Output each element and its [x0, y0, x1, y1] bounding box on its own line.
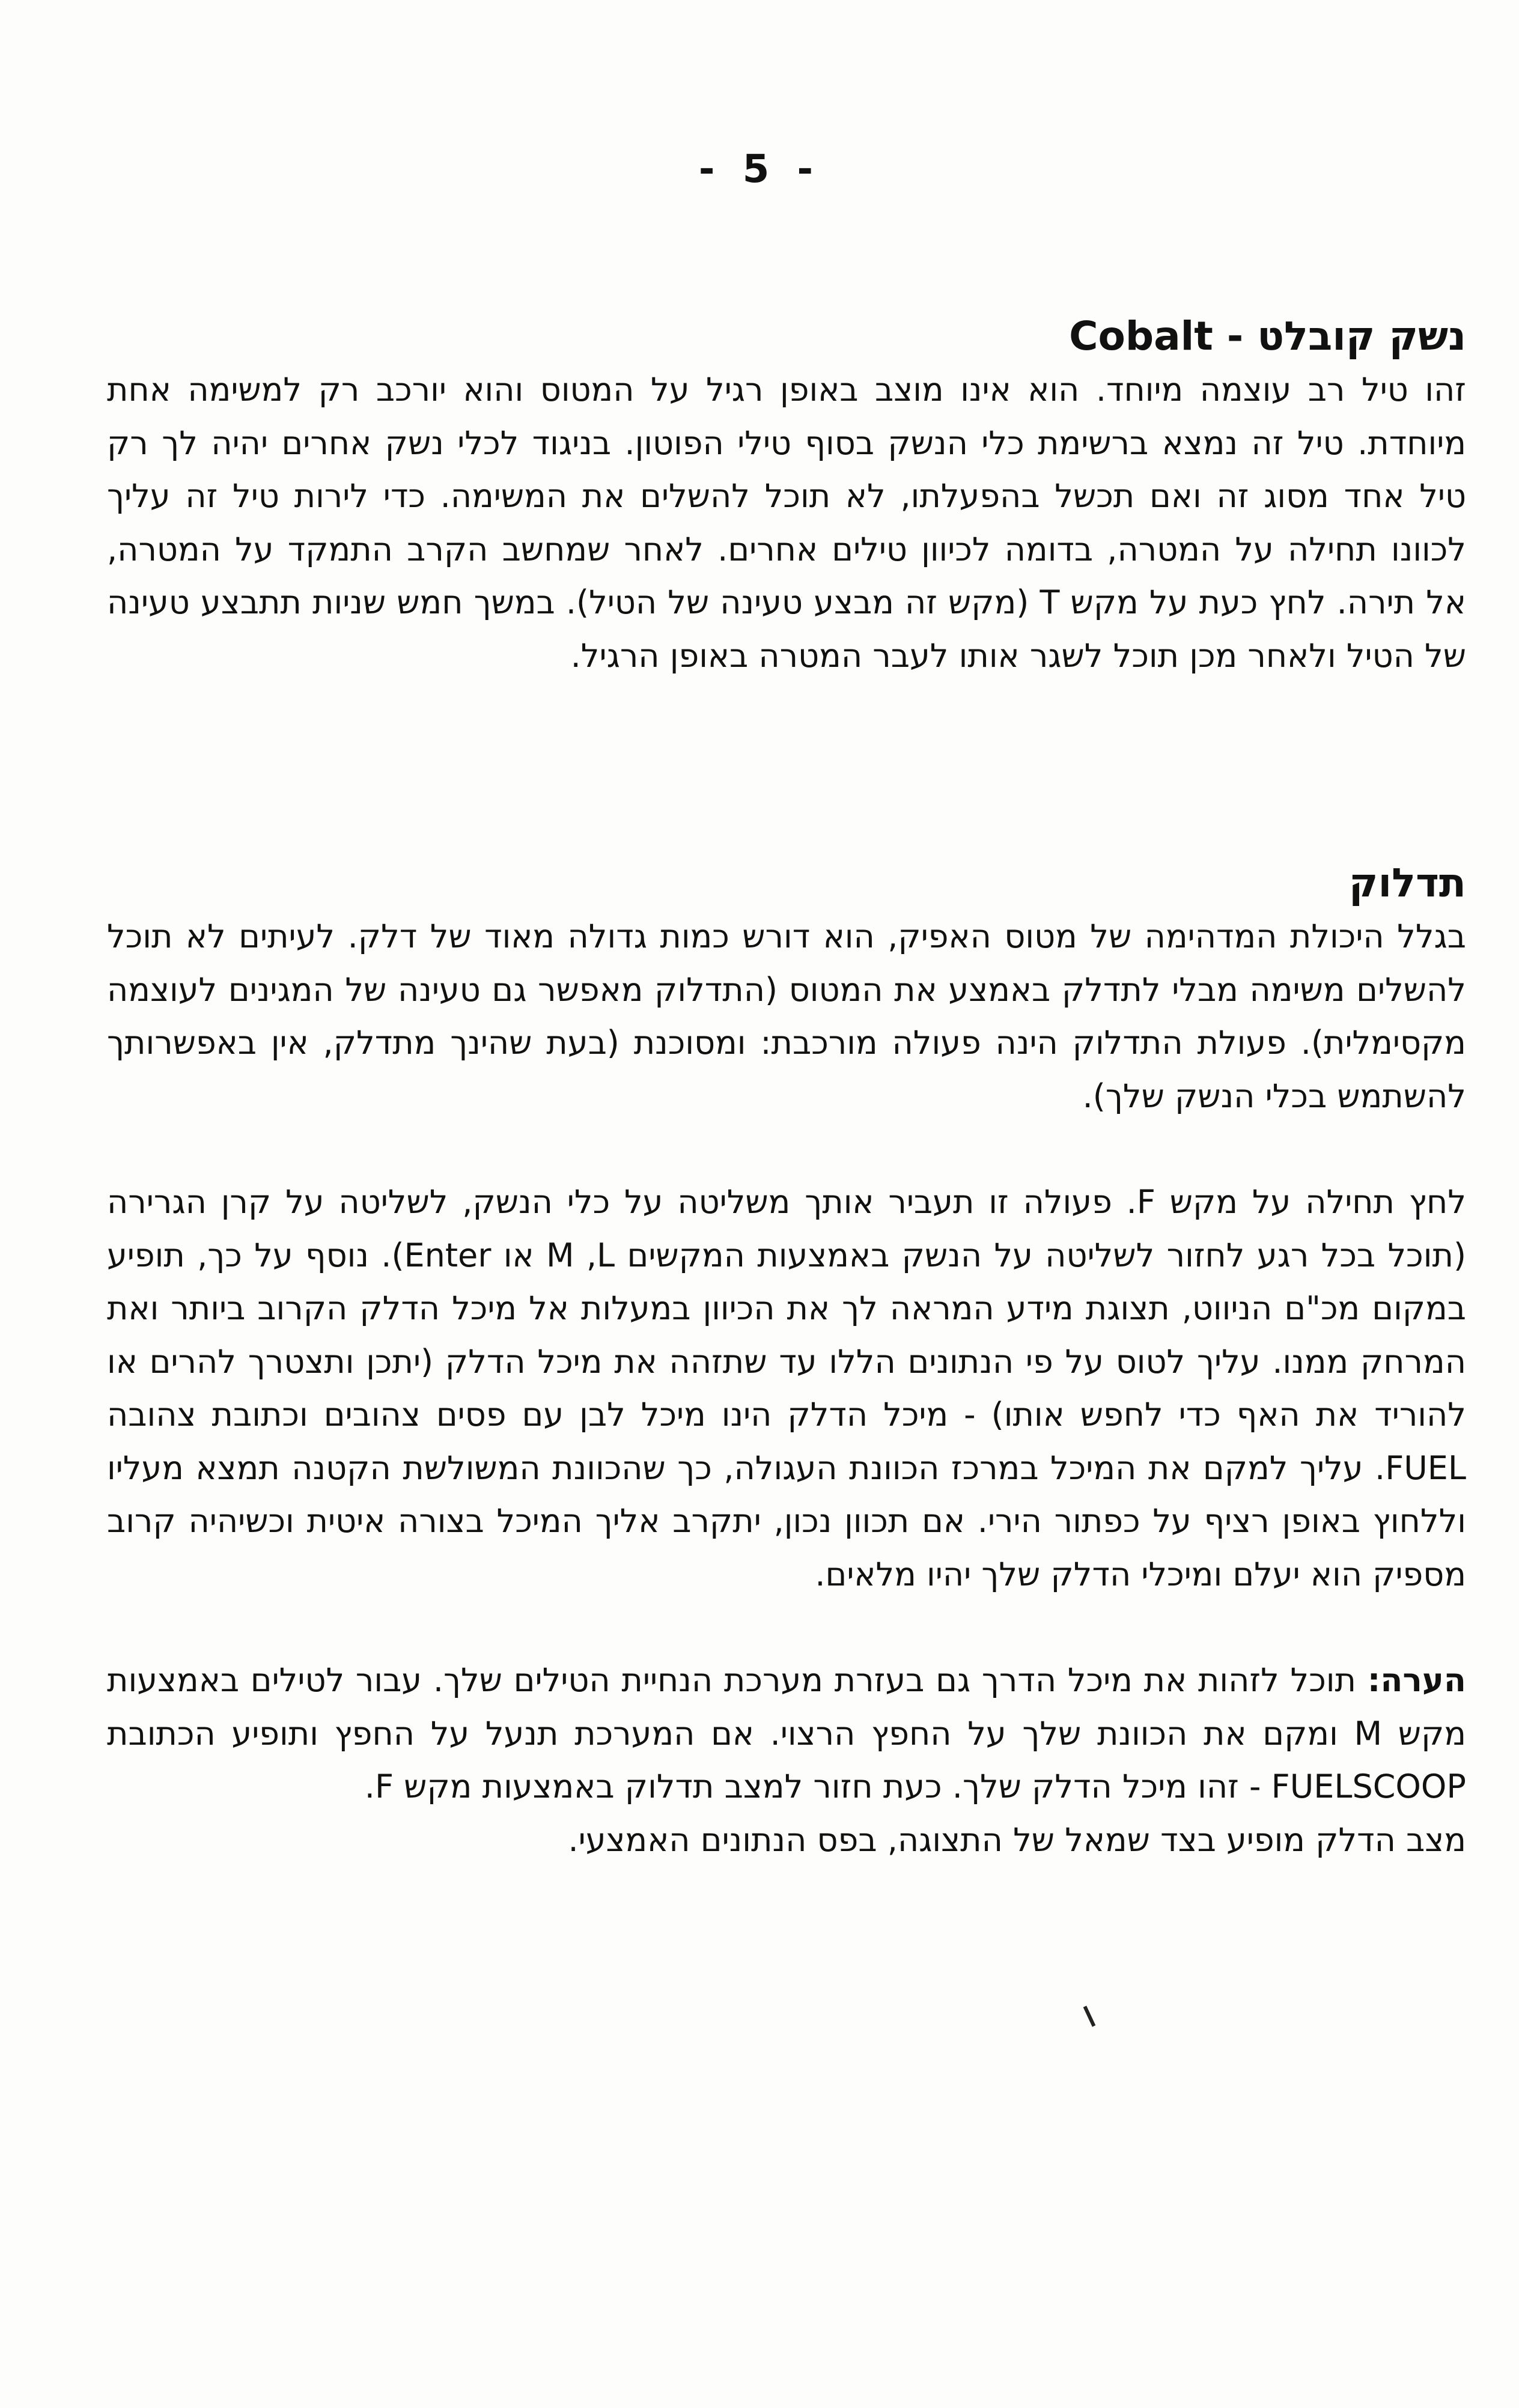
paragraph-spacer	[107, 1123, 1466, 1176]
note-text: תוכל לזהות את מיכל הדרך גם בעזרת מערכת הנחיית הטילים שלך. עבור לטילים באמצעות מקש M ומקם את הכוונת שלך על החפץ הרצוי. אם המערכת תנעל על החפץ ותופיע הכתובת FUELSCOOP - זהו מיכל הדלק שלך. כעת חזור למצב תדלוק באמצעות מקש F.	[107, 1661, 1466, 1805]
section-title-cobalt: נשק קובלט - Cobalt	[1069, 313, 1466, 359]
refuel-paragraph-1: בגלל היכולת המדהימה של מטוס האפיק, הוא דורש כמות גדולה מאוד של דלק. לעיתים לא תוכל להשלים משימה מבלי לתדלק באמצע את המטוס (התדלוק מאפשר גם טעינה של המגינים לעוצמה מקסימלית). פעולת התדלוק הינה פעולה מורכבת: ומסוכנת (בעת שהינך מתדלק, אין באפשרותך להשתמש בכלי הנשק שלך).	[107, 917, 1466, 1115]
refuel-note	[107, 1654, 1466, 1814]
section-cobalt	[107, 309, 1466, 683]
note-label: הערה:	[1367, 1661, 1466, 1699]
page-number: - 5 -	[698, 147, 821, 192]
refuel-last-line: מצב הדלק מופיע בצד שמאל של התצוגה, בפס הנתונים האמצעי.	[568, 1820, 1466, 1859]
cobalt-paragraph: זהו טיל רב עוצמה מיוחד. הוא אינו מוצב באופן רגיל על המטוס והוא יורכב רק למשימה אחת מיוחדת. טיל זה נמצא ברשימת כלי הנשק בסוף טילי הפוטון. בניגוד לכלי נשק אחרים יהיה לך רק טיל אחד מסוג זה ואם תכשל בהפעלתו, לא תוכל להשלים את המשימה. כדי לירות טיל זה עליך לכוונו תחילה על המטרה, בדומה לכיוון טילים אחרים. לאחר שמחשב הקרב התמקד על המטרה, אל תירה. לחץ כעת על מקש T (מקש זה מבצע טעינה של הטיל). במשך חמש שניות תתבצע טעינה של הטיל ולאחר מכן תוכל לשגר אותו לעבר המטרה באופן הרגיל.	[107, 371, 1467, 675]
paragraph-spacer	[107, 1601, 1466, 1654]
section-refuel	[107, 856, 1466, 1867]
stray-pen-mark	[1083, 2005, 1096, 2026]
refuel-paragraph-2: לחץ תחילה על מקש F. פעולה זו תעביר אותך משליטה על כלי הנשק, לשליטה על קרן הגרירה (תוכל בכל רגע לחזור לשליטה על הנשק באמצעות המקשים M ,L או Enter). נוסף על כך, תופיע במקום מכ"ם הניווט, תצוגת מידע המראה לך את הכיוון במעלות אל מיכל הדלק הקרוב ביותר ואת המרחק ממנו. עליך לטוס על פי הנתונים הללו עד שתזהה את מיכל הדלק (יתכן ותצטרך להרים או להוריד את האף כדי לחפש אותו) - מיכל הדלק הינו מיכל לבן עם פסים צהובים וכתובת צהובה FUEL. עליך למקם את המיכל במרכז הכוונת העגולה, כך שהכוונת המשולשת הקטנה תמצא מעליו וללחוץ באופן רציף על כפתור הירי. אם תכוון נכון, יתקרב אליך המיכל בצורה איטית וכשיהיה קרוב מספיק הוא יעלם ומיכלי הדלק שלך יהיו מלאים.	[107, 1183, 1467, 1593]
section-title-refuel: תדלוק	[1348, 860, 1466, 906]
